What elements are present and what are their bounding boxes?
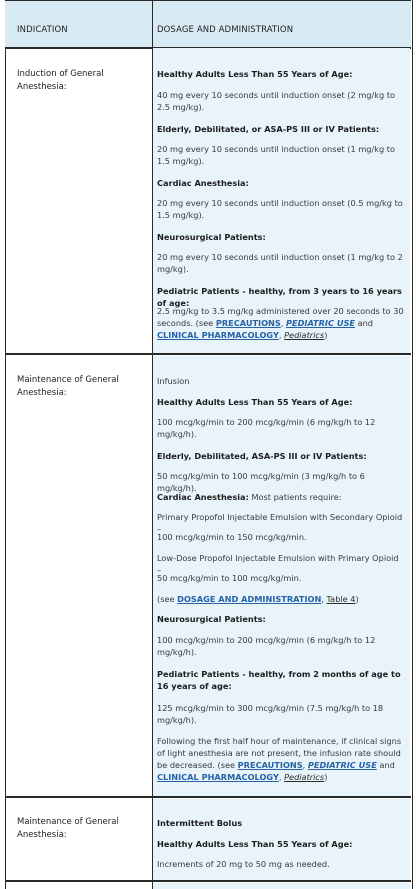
- dose-text: Following the first half hour of maintenance, if clinical signs of light anesthesia are not present, the infusion rate should be decreased. (see: [157, 736, 402, 770]
- close-paren: ): [355, 594, 359, 604]
- dosage-cell-next: [153, 883, 410, 889]
- pediatric-use-link[interactable]: PEDIATRIC USE: [286, 318, 355, 328]
- dose-text: 2.5 mg/kg to 3.5 mg/kg administered over 20 seconds to 30 seconds. (see: [157, 306, 404, 328]
- indication-maintenance: Maintenance of General Anesthesia:: [17, 375, 119, 398]
- clinical-pharmacology-link[interactable]: CLINICAL PHARMACOLOGY: [157, 330, 279, 340]
- dose-text: 100 mcg/kg/min to 150 mcg/kg/min.: [157, 532, 307, 542]
- dose-text: 100 mcg/kg/min to 200 mcg/kg/min (6 mg/kg/h to 12 mg/kg/h).: [157, 635, 376, 657]
- pediatrics-link[interactable]: Pediatrics: [284, 330, 325, 340]
- dose-text: Increments of 20 mg to 50 mg as needed.: [157, 859, 330, 869]
- group-heading: Elderly, Debilitated, ASA-PS III or IV Patients:: [157, 451, 367, 461]
- close-paren: ): [324, 330, 328, 340]
- group-heading: Pediatric Patients - healthy, from 2 months of age to 16 years of age:: [157, 669, 401, 691]
- cardiac-line: [157, 491, 405, 503]
- and-text: and: [379, 760, 395, 770]
- group-heading: Healthy Adults Less Than 55 Years of Age:: [157, 69, 353, 79]
- see-text: (see: [157, 594, 175, 604]
- see-dosage-line: [157, 593, 405, 605]
- group-heading: Healthy Adults Less Than 55 Years of Age:: [157, 839, 353, 849]
- header-dosage: DOSAGE AND ADMINISTRATION: [157, 25, 294, 35]
- comma: ,: [280, 318, 287, 328]
- group-heading: Neurosurgical Patients:: [157, 232, 266, 242]
- dose-text: Low-Dose Propofol Injectable Emulsion with Primary Opioid –: [157, 553, 399, 575]
- group-heading: Neurosurgical Patients:: [157, 614, 266, 624]
- indication-induction: Induction of General Anesthesia:: [17, 69, 104, 92]
- row-divider: [5, 880, 411, 882]
- comma: ,: [278, 330, 285, 340]
- dose-text: Most patients require:: [248, 492, 342, 502]
- dose-text: 20 mg every 10 seconds until induction onset (1 mg/kg to 2 mg/kg).: [157, 252, 403, 274]
- comma: ,: [278, 772, 285, 782]
- comma: ,: [321, 594, 327, 604]
- dose-text: 50 mcg/kg/min to 100 mcg/kg/min (3 mg/kg/h to 6 mg/kg/h).: [157, 471, 365, 493]
- indication-maintenance-bolus: Maintenance of General Anesthesia:: [17, 817, 119, 840]
- column-divider: [152, 0, 153, 889]
- table-4-link[interactable]: Table 4: [326, 594, 356, 604]
- dose-text: 20 mg every 10 seconds until induction onset (0.5 mg/kg to 1.5 mg/kg).: [157, 198, 403, 220]
- dose-text: 100 mcg/kg/min to 200 mcg/kg/min (6 mg/kg/h to 12 mg/kg/h).: [157, 417, 376, 439]
- group-heading: Cardiac Anesthesia:: [157, 492, 249, 502]
- clinical-pharmacology-link[interactable]: CLINICAL PHARMACOLOGY: [157, 772, 279, 782]
- dose-text: Primary Propofol Injectable Emulsion with Secondary Opioid –: [157, 512, 403, 534]
- dose-text: 125 mcg/kg/min to 300 mcg/kg/min (7.5 mg/kg/h to 18 mg/kg/h).: [157, 703, 384, 725]
- precautions-link[interactable]: PRECAUTIONS: [215, 318, 281, 328]
- row-divider: [5, 796, 411, 798]
- dosage-administration-link[interactable]: DOSAGE AND ADMINISTRATION: [177, 594, 322, 604]
- comma: ,: [302, 760, 308, 770]
- dose-text: 20 mg every 10 seconds until induction onset (1 mg/kg to 1.5 mg/kg).: [157, 144, 396, 166]
- precautions-link[interactable]: PRECAUTIONS: [237, 760, 303, 770]
- pediatric-use-link[interactable]: PEDIATRIC USE: [307, 760, 377, 770]
- group-heading: Cardiac Anesthesia:: [157, 178, 249, 188]
- close-paren: ): [324, 772, 328, 782]
- group-heading: Pediatric Patients - healthy, from 3 years to 16 years of age:: [157, 286, 402, 308]
- header-indication: INDICATION: [17, 25, 68, 35]
- method-label: Infusion: [157, 376, 190, 386]
- method-label: Intermittent Bolus: [157, 818, 243, 828]
- dose-text-with-refs: [157, 735, 405, 783]
- dose-text: 50 mcg/kg/min to 100 mcg/kg/min.: [157, 573, 302, 583]
- group-heading: Elderly, Debilitated, or ASA-PS III or IV Patients:: [157, 124, 380, 134]
- row-divider: [5, 353, 411, 355]
- dose-text: 40 mg every 10 seconds until induction onset (2 mg/kg to 2.5 mg/kg).: [157, 90, 396, 112]
- dose-text-with-refs: [157, 305, 405, 341]
- group-heading: Healthy Adults Less Than 55 Years of Age:: [157, 397, 353, 407]
- pediatrics-link[interactable]: Pediatrics: [284, 772, 325, 782]
- and-text: and: [357, 318, 373, 328]
